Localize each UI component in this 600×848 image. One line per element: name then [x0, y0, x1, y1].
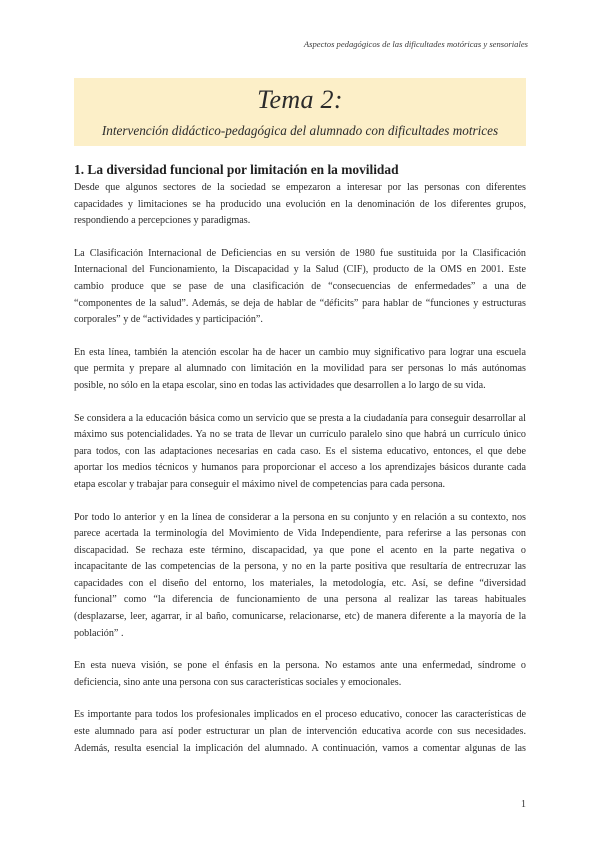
paragraph-line: para todos, con las adaptaciones necesarias en cada caso. Es el sistema educativo, entonces, el que debe [74, 445, 526, 457]
paragraph [74, 180, 526, 230]
paragraph [74, 345, 526, 395]
paragraph-line: Por todo lo anterior y en la línea de considerar a la persona en su conjunto y en relación a su contexto, nos [74, 511, 526, 523]
paragraph-line: En esta nueva visión, se pone el énfasis en la persona. No estamos ante una enfermedad, síndrome o [74, 660, 526, 672]
paragraph-line: corporales” y de “actividades y participación”. [74, 314, 263, 326]
paragraph-line: aportar los medios técnicos y humanos para proporcionar el acceso a los aprendizajes básicos durante cada [74, 462, 526, 474]
paragraph-line: La Clasificación Internacional de Deficiencias en su versión de 1980 fue sustituida por la Clasificación [74, 247, 526, 259]
paragraph-line: este alumnado para así poder estructurar un plan de intervención educativa acorde con sus necesidades. [74, 726, 526, 738]
paragraph-line: Se considera a la educación básica como un servicio que se presta a la ciudadanía para conseguir desarrollar al [74, 412, 526, 424]
paragraph [74, 707, 526, 757]
paragraph-line: “componentes de la salud”. Además, se deja de hablar de “déficits” para hablar de “funciones y estructuras [74, 297, 526, 309]
paragraph-line: que permita y prepare al alumnado con limitación en la movilidad para ser personas lo más autónomas [74, 363, 526, 375]
paragraph [74, 510, 526, 643]
paragraph-line: capacidades con el diseño del entorno, los materiales, la metodología, etc. Así, se define “diversidad [74, 577, 526, 589]
paragraph-line: parece acertada la terminología del Movimiento de Vida Independiente, para referirse a las personas con [74, 528, 526, 540]
chapter-title: Tema 2: [257, 85, 343, 114]
document-body [74, 160, 526, 773]
paragraph-line: máximo sus potencialidades. Ya no se trata de llevar un currículo paralelo sino que habrá un currículo único [74, 429, 526, 441]
paragraph-line: capacidades y limitaciones se ha producido una evolución en la denominación de los diferentes grupos, [74, 198, 526, 210]
page-number: 1 [521, 799, 526, 810]
paragraph [74, 246, 526, 329]
paragraph-line: Internacional del Funcionamiento, la Discapacidad y la Salud (CIF), producto de la OMS en 2001. Este [74, 264, 526, 276]
paragraph-line: respondiendo a percepciones y paradigmas. [74, 215, 251, 227]
title-banner [74, 78, 526, 146]
paragraph-line: Desde que algunos sectores de la sociedad se empezaron a interesar por las personas con diferentes [74, 182, 526, 193]
paragraph-line: En esta línea, también la atención escolar ha de hacer un cambio muy significativo para lograr una escuela [74, 346, 526, 358]
paragraph-line: etapa escolar y trabajar para conseguir el máximo nivel de competencias para cada persona. [74, 478, 446, 490]
section-heading: 1. La diversidad funcional por limitación en la movilidad [74, 162, 399, 177]
paragraph-line: deficiencia, sino ante una persona con sus características sociales y emocionales. [74, 676, 402, 688]
paragraph-line: posible, no sólo en la etapa escolar, sino en todas las actividades que desarrollen a lo largo de su vida. [74, 379, 486, 391]
paragraph-line: Es importante para todos los profesionales implicados en el proceso educativo, conocer las características de [74, 709, 526, 721]
chapter-subtitle: Intervención didáctico-pedagógica del alumnado con dificultades motrices [101, 123, 499, 138]
paragraph-list [74, 180, 526, 757]
paragraph [74, 658, 526, 691]
paragraph [74, 411, 526, 494]
paragraph-line: cambio produce que se pase de una clasificación de “consecuencias de enfermedades” a una de [74, 280, 526, 292]
paragraph-line: población” . [74, 627, 124, 639]
paragraph-line: discapacidad. Se rechaza este término, discapacidad, ya que pone el acento en la parte negativa o [74, 544, 526, 556]
paragraph-line: incapacitante de las competencias de la persona, y no en la parte positiva que resultaría de entrecruzar las [74, 561, 526, 573]
paragraph-line: funcional” como “la diferencia de funcionamiento de una persona al realizar las tareas habituales [74, 594, 526, 606]
running-header: Aspectos pedagógicos de las dificultades motóricas y sensoriales [303, 39, 528, 49]
paragraph-line: (desplazarse, leer, agarrar, ir al baño, comunicarse, relacionarse, etc) de manera diferente a la mayoría de la [74, 611, 526, 623]
paragraph-line: Además, resulta esencial la implicación del alumnado. A continuación, vamos a comentar algunas de las [74, 742, 526, 754]
